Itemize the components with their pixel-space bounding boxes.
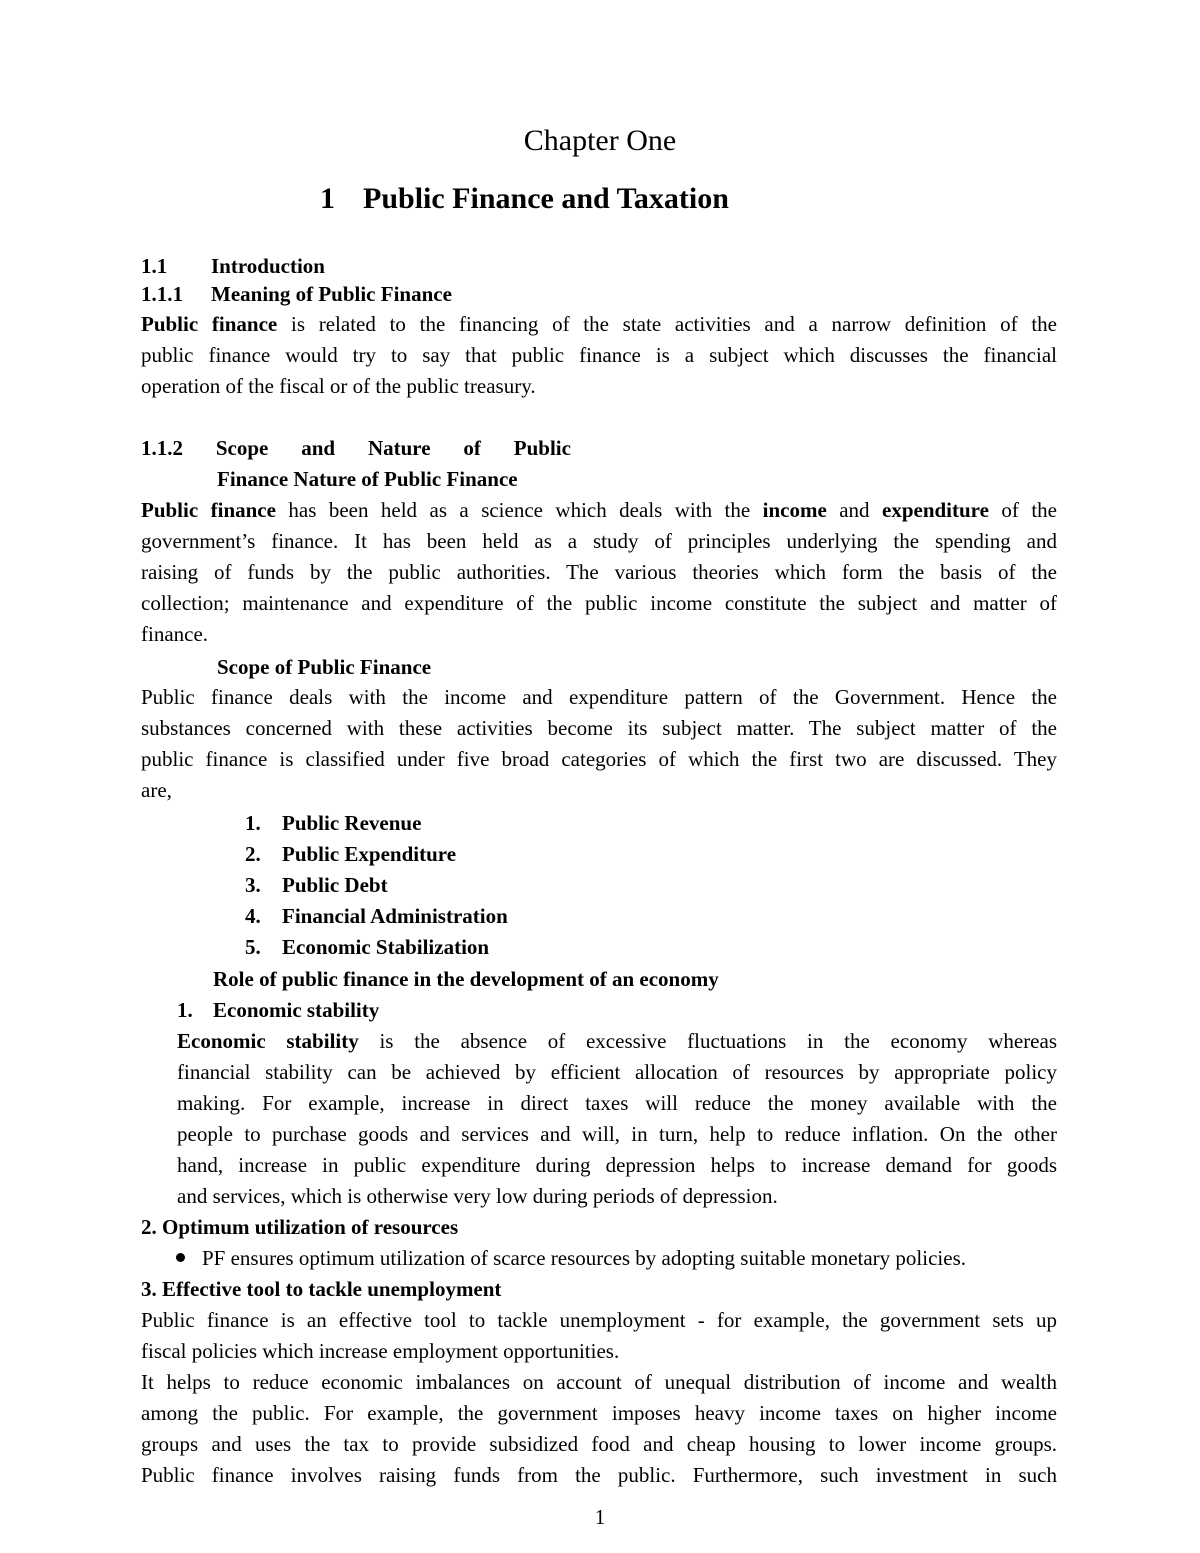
role-heading: Role of public finance in the development of an economy bbox=[213, 967, 719, 991]
optimum-bullet-item bbox=[176, 1246, 966, 1271]
list-number: 1. bbox=[245, 811, 261, 835]
stability-paragraph bbox=[177, 1026, 1057, 1212]
categories-list bbox=[245, 808, 508, 963]
text-line: Public finance is an effective tool to tackle unemployment - for example, the government sets up bbox=[141, 1308, 1057, 1332]
heading-word: of bbox=[463, 436, 481, 460]
text-run: has been held as a science which deals with the bbox=[275, 498, 763, 522]
nature-heading: Finance Nature of Public Finance bbox=[217, 467, 518, 491]
text-line: It helps to reduce economic imbalances on account of unequal distribution of income and wealth bbox=[141, 1370, 1057, 1394]
list-label: Public Debt bbox=[282, 873, 388, 897]
text-line: public finance is classified under five broad categories of which the first two are discussed. They bbox=[141, 747, 1057, 771]
list-label: Public Expenditure bbox=[282, 842, 457, 866]
bold-term: Public finance bbox=[141, 498, 276, 522]
list-item bbox=[245, 932, 508, 963]
text-line: people to purchase goods and services and will, in turn, help to reduce inflation. On the other bbox=[177, 1122, 1057, 1146]
text-line: among the public. For example, the government imposes heavy income taxes on higher income bbox=[141, 1401, 1057, 1425]
scope-heading: Scope of Public Finance bbox=[217, 655, 432, 679]
heading-word: Nature bbox=[367, 436, 431, 460]
bullet-text: PF ensures optimum utilization of scarce resources by adopting suitable monetary policies. bbox=[202, 1246, 966, 1270]
text-run: is the absence of excessive fluctuations in the economy whereas bbox=[358, 1029, 1057, 1053]
text-line: financial stability can be achieved by efficient allocation of resources by appropriate policy bbox=[177, 1060, 1057, 1084]
list-item bbox=[245, 901, 508, 932]
list-number: 2. bbox=[245, 842, 261, 866]
bold-term: Economic stability bbox=[177, 1029, 359, 1053]
role-3-heading: 3. Effective tool to tackle unemployment bbox=[141, 1277, 502, 1301]
role-2-heading: 2. Optimum utilization of resources bbox=[141, 1215, 459, 1239]
list-number: 1. bbox=[177, 998, 193, 1022]
text-line: is related to the financing of the state activities and a narrow definition of the bbox=[277, 312, 1057, 336]
list-item bbox=[245, 839, 508, 870]
text-run: and bbox=[826, 498, 882, 522]
text-line: making. For example, increase in direct taxes will reduce the money available with the bbox=[177, 1091, 1057, 1115]
text-line: public finance would try to say that public finance is a subject which discusses the financial bbox=[141, 343, 1057, 367]
bold-term: expenditure bbox=[882, 498, 989, 522]
list-label: Economic Stabilization bbox=[282, 935, 490, 959]
section-1-1-heading bbox=[141, 254, 325, 279]
text-line: are, bbox=[141, 778, 172, 802]
text-line: raising of funds by the public authorities. The various theories which form the basis of the bbox=[141, 560, 1057, 584]
heading-word: and bbox=[301, 436, 336, 460]
section-1-1-2-heading bbox=[141, 436, 571, 461]
bold-term: income bbox=[762, 498, 827, 522]
page-title bbox=[320, 182, 729, 216]
meaning-paragraph bbox=[141, 309, 1057, 402]
bold-term: Public finance bbox=[141, 312, 278, 336]
text-line: Public finance deals with the income and expenditure pattern of the Government. Hence the bbox=[141, 685, 1057, 709]
heading-word: Public bbox=[513, 436, 571, 460]
list-number: 5. bbox=[245, 935, 261, 959]
text-line: collection; maintenance and expenditure of the public income constitute the subject and matter of bbox=[141, 591, 1057, 615]
list-item bbox=[245, 870, 508, 901]
role-title: Economic stability bbox=[213, 998, 380, 1022]
text-line: hand, increase in public expenditure during depression helps to increase demand for goods bbox=[177, 1153, 1057, 1177]
text-line: substances concerned with these activities become its subject matter. The subject matter of the bbox=[141, 716, 1057, 740]
title-text: Public Finance and Taxation bbox=[363, 182, 729, 215]
list-number: 3. bbox=[245, 873, 261, 897]
chapter-heading: Chapter One bbox=[523, 124, 677, 157]
text-line: finance. bbox=[141, 622, 209, 646]
page-number: 1 bbox=[594, 1505, 606, 1529]
list-item bbox=[245, 808, 508, 839]
section-number: 1.1.1 bbox=[141, 282, 183, 306]
section-number: 1.1.2 bbox=[141, 436, 183, 460]
heading-word: Scope bbox=[215, 436, 269, 460]
role-1-heading bbox=[177, 998, 379, 1023]
text-line: Public finance involves raising funds from the public. Furthermore, such investment in such bbox=[141, 1463, 1057, 1487]
list-label: Public Revenue bbox=[282, 811, 422, 835]
section-1-1-1-heading bbox=[141, 282, 452, 307]
text-line: fiscal policies which increase employment opportunities. bbox=[141, 1339, 620, 1363]
text-line: and services, which is otherwise very low during periods of depression. bbox=[177, 1184, 778, 1208]
text-line: operation of the fiscal or of the public treasury. bbox=[141, 374, 536, 398]
section-number: 1.1 bbox=[141, 254, 168, 278]
section-title: Meaning of Public Finance bbox=[211, 282, 452, 306]
text-line: groups and uses the tax to provide subsidized food and cheap housing to lower income groups. bbox=[141, 1432, 1057, 1456]
unemployment-paragraph bbox=[141, 1305, 1057, 1491]
text-line: government’s finance. It has been held as a study of principles underlying the spending and bbox=[141, 529, 1057, 553]
title-number: 1 bbox=[320, 182, 335, 215]
list-label: Financial Administration bbox=[282, 904, 508, 928]
nature-paragraph bbox=[141, 495, 1057, 650]
section-title: Introduction bbox=[211, 254, 325, 278]
text-run: of the bbox=[988, 498, 1057, 522]
list-number: 4. bbox=[245, 904, 261, 928]
bullet-icon bbox=[176, 1253, 185, 1262]
scope-paragraph bbox=[141, 682, 1057, 806]
